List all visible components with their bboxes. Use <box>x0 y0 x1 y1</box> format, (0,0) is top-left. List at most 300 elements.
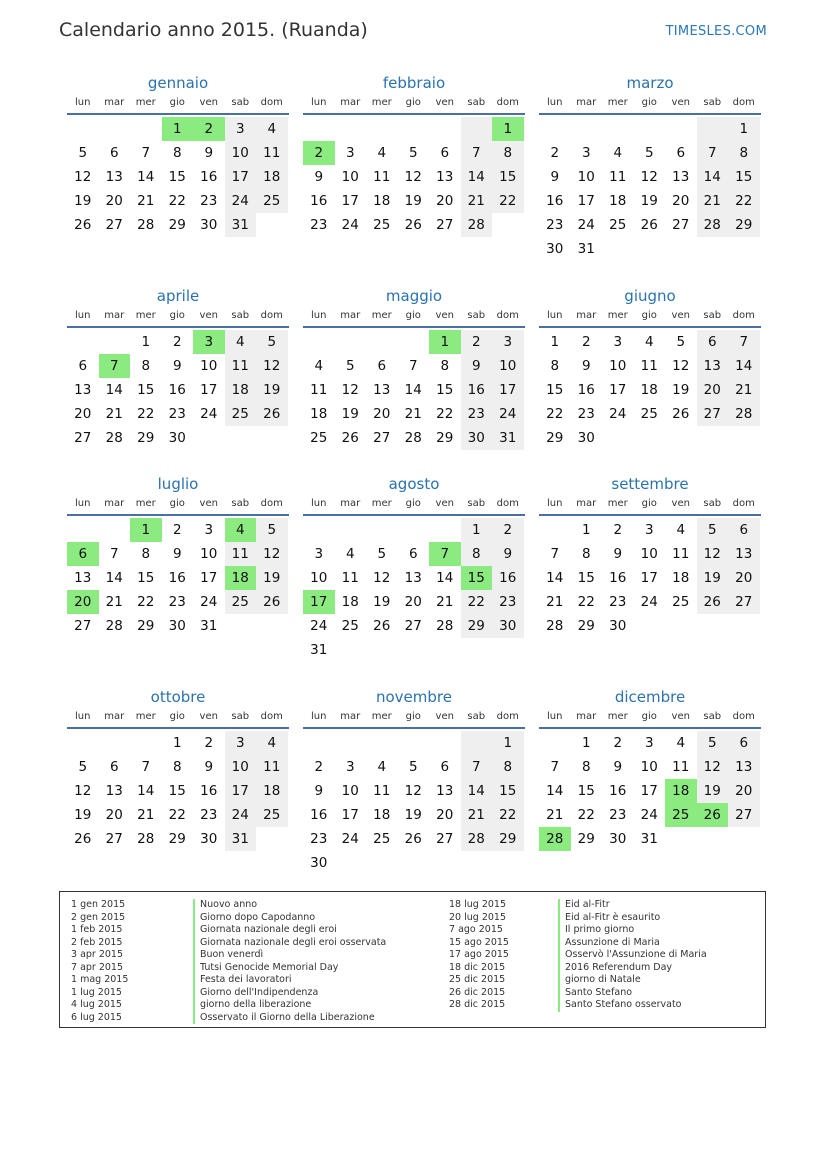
day-cell: 14 <box>546 783 564 799</box>
weekday-label: sab <box>231 711 250 722</box>
day-cell: 26 <box>341 430 359 446</box>
day-cell: 17 <box>225 165 257 189</box>
day-cell: 13 <box>404 570 422 586</box>
holiday-day-cell: 1 <box>162 117 194 141</box>
day-cell: 26 <box>697 590 729 614</box>
day-cell: 17 <box>341 807 359 823</box>
day-cell: 24 <box>640 594 658 610</box>
day-cell: 29 <box>168 217 186 233</box>
day-cell: 23 <box>200 193 218 209</box>
holiday-day-cell: 3 <box>193 330 225 354</box>
day-cell: 16 <box>168 382 186 398</box>
weekday-label: mar <box>340 97 361 108</box>
day-cell: 27 <box>672 217 690 233</box>
day-cell: 4 <box>377 759 387 775</box>
day-cell: 18 <box>373 193 391 209</box>
day-cell: 28 <box>461 827 493 851</box>
day-cell: 18 <box>373 807 391 823</box>
day-cell: 11 <box>640 358 658 374</box>
empty-cell <box>130 731 162 755</box>
day-cell: 30 <box>577 430 595 446</box>
day-cell: 24 <box>225 803 257 827</box>
day-cell: 5 <box>697 518 729 542</box>
empty-cell <box>303 117 335 141</box>
day-cell: 29 <box>436 430 454 446</box>
day-cell: 15 <box>168 783 186 799</box>
day-cell: 23 <box>168 406 186 422</box>
day-cell: 19 <box>404 807 422 823</box>
day-cell: 3 <box>581 145 591 161</box>
day-cell: 8 <box>141 546 151 562</box>
day-cell: 12 <box>404 169 422 185</box>
day-cell: 13 <box>105 169 123 185</box>
day-cell: 14 <box>105 382 123 398</box>
holiday-name: Nuovo anno <box>193 899 386 912</box>
weekday-label: mer <box>135 310 156 321</box>
day-cell: 18 <box>672 570 690 586</box>
day-cell: 31 <box>200 618 218 634</box>
day-cell: 12 <box>672 358 690 374</box>
month-name: giugno <box>624 287 676 305</box>
empty-cell <box>67 330 99 354</box>
day-cell: 30 <box>168 618 186 634</box>
month-giugno <box>539 284 761 450</box>
day-cell: 23 <box>461 402 493 426</box>
day-cell: 30 <box>168 430 186 446</box>
day-cell: 24 <box>310 618 328 634</box>
holiday-names-right <box>558 899 707 1012</box>
empty-cell <box>429 518 461 542</box>
day-cell: 17 <box>200 570 218 586</box>
day-cell: 23 <box>200 807 218 823</box>
holiday-day-cell: 7 <box>99 354 131 378</box>
day-cell: 19 <box>404 193 422 209</box>
empty-cell <box>571 117 603 141</box>
day-grid <box>303 518 525 662</box>
empty-cell <box>539 518 571 542</box>
day-cell: 3 <box>225 731 257 755</box>
holiday-dates-right <box>449 899 509 1012</box>
day-cell: 12 <box>697 542 729 566</box>
weekday-label: lun <box>75 498 91 509</box>
day-cell: 22 <box>137 406 155 422</box>
day-cell: 27 <box>728 803 760 827</box>
day-cell: 10 <box>200 358 218 374</box>
day-cell: 12 <box>404 783 422 799</box>
weekday-label: lun <box>75 310 91 321</box>
day-cell: 12 <box>256 354 288 378</box>
empty-cell <box>335 851 367 875</box>
day-cell: 25 <box>672 594 690 610</box>
day-cell: 7 <box>461 141 493 165</box>
day-cell: 7 <box>141 145 151 161</box>
day-cell: 11 <box>225 354 257 378</box>
day-cell: 4 <box>256 731 288 755</box>
empty-cell <box>256 213 288 237</box>
month-gennaio <box>67 71 289 237</box>
day-cell: 25 <box>225 402 257 426</box>
day-cell: 30 <box>310 855 328 871</box>
day-cell: 6 <box>676 145 686 161</box>
day-cell: 1 <box>728 117 760 141</box>
day-cell: 29 <box>137 618 155 634</box>
holiday-date: 28 dic 2015 <box>449 999 506 1010</box>
holiday-name: giorno della liberazione <box>193 999 386 1012</box>
day-cell: 26 <box>640 217 658 233</box>
empty-cell <box>492 638 524 662</box>
holiday-list <box>59 891 766 1028</box>
day-cell: 21 <box>728 378 760 402</box>
holiday-day-cell: 15 <box>461 566 493 590</box>
day-cell: 31 <box>492 426 524 450</box>
day-cell: 7 <box>728 330 760 354</box>
day-cell: 9 <box>172 358 182 374</box>
holiday-date: 7 apr 2015 <box>71 961 124 973</box>
day-cell: 13 <box>728 542 760 566</box>
weekday-label: sab <box>703 711 722 722</box>
day-cell: 3 <box>492 330 524 354</box>
day-cell: 2 <box>492 518 524 542</box>
holiday-date: 20 lug 2015 <box>449 911 506 923</box>
day-cell: 20 <box>728 779 760 803</box>
day-cell: 29 <box>577 618 595 634</box>
day-cell: 4 <box>377 145 387 161</box>
month-name: dicembre <box>614 688 686 706</box>
weekday-label: lun <box>311 498 327 509</box>
holiday-date: 15 ago 2015 <box>449 936 509 948</box>
day-cell: 3 <box>314 546 324 562</box>
day-cell: 3 <box>345 759 355 775</box>
day-cell: 6 <box>377 358 387 374</box>
day-cell: 28 <box>436 618 454 634</box>
day-grid <box>67 117 289 237</box>
day-cell: 28 <box>697 213 729 237</box>
month-name: settembre <box>611 475 689 493</box>
empty-cell <box>303 518 335 542</box>
day-cell: 3 <box>225 117 257 141</box>
day-cell: 17 <box>200 382 218 398</box>
day-cell: 5 <box>78 759 88 775</box>
empty-cell <box>697 426 729 450</box>
weekday-header <box>67 496 289 516</box>
day-cell: 4 <box>256 117 288 141</box>
day-cell: 10 <box>577 169 595 185</box>
empty-cell <box>429 731 461 755</box>
day-cell: 11 <box>672 759 690 775</box>
day-cell: 25 <box>373 217 391 233</box>
day-cell: 15 <box>492 779 524 803</box>
weekday-label: lun <box>547 498 563 509</box>
empty-cell <box>99 731 131 755</box>
day-cell: 4 <box>644 334 654 350</box>
empty-cell <box>398 638 430 662</box>
empty-cell <box>728 827 760 851</box>
day-cell: 9 <box>314 783 324 799</box>
day-cell: 23 <box>577 406 595 422</box>
month-febbraio <box>303 71 525 237</box>
day-cell: 28 <box>404 430 422 446</box>
day-cell: 4 <box>676 522 686 538</box>
empty-cell <box>602 117 634 141</box>
day-cell: 25 <box>225 590 257 614</box>
weekday-label: ven <box>435 498 454 509</box>
empty-cell <box>634 426 666 450</box>
day-cell: 4 <box>676 735 686 751</box>
empty-cell <box>225 614 257 638</box>
day-cell: 16 <box>310 807 328 823</box>
weekday-label: sab <box>703 97 722 108</box>
day-cell: 21 <box>105 406 123 422</box>
day-cell: 26 <box>256 402 288 426</box>
empty-cell <box>697 237 729 261</box>
holiday-day-cell: 6 <box>67 542 99 566</box>
day-cell: 16 <box>200 169 218 185</box>
weekday-label: ven <box>671 711 690 722</box>
day-cell: 20 <box>404 594 422 610</box>
weekday-label: mar <box>104 97 125 108</box>
day-cell: 20 <box>728 566 760 590</box>
weekday-label: ven <box>199 310 218 321</box>
empty-cell <box>429 851 461 875</box>
empty-cell <box>665 614 697 638</box>
day-cell: 26 <box>404 217 422 233</box>
holiday-name: Tutsi Genocide Memorial Day <box>193 962 386 975</box>
weekday-label: sab <box>703 498 722 509</box>
day-cell: 22 <box>436 406 454 422</box>
day-cell: 7 <box>141 759 151 775</box>
holiday-day-cell: 26 <box>697 803 729 827</box>
day-cell: 5 <box>256 330 288 354</box>
weekday-header <box>303 709 525 729</box>
day-cell: 7 <box>550 759 560 775</box>
empty-cell <box>665 117 697 141</box>
holiday-name: Santo Stefano <box>558 987 707 1000</box>
day-cell: 25 <box>640 406 658 422</box>
day-cell: 13 <box>436 783 454 799</box>
day-cell: 5 <box>644 145 654 161</box>
holiday-name: 2016 Referendum Day <box>558 962 707 975</box>
day-grid <box>303 117 525 237</box>
empty-cell <box>697 117 729 141</box>
weekday-label: dom <box>732 711 755 722</box>
day-grid <box>539 731 761 851</box>
holiday-date: 4 lug 2015 <box>71 999 122 1010</box>
holiday-date: 1 feb 2015 <box>71 924 123 935</box>
brand-link[interactable]: TIMESLES.COM <box>665 24 767 39</box>
day-cell: 27 <box>728 590 760 614</box>
month-aprile <box>67 284 289 450</box>
holiday-date: 18 lug 2015 <box>449 899 506 910</box>
day-cell: 24 <box>200 406 218 422</box>
holiday-date: 2 feb 2015 <box>71 936 123 948</box>
month-name: maggio <box>385 287 443 305</box>
day-cell: 15 <box>137 570 155 586</box>
day-cell: 16 <box>200 783 218 799</box>
day-cell: 22 <box>168 193 186 209</box>
day-cell: 16 <box>609 570 627 586</box>
day-cell: 25 <box>341 618 359 634</box>
day-cell: 9 <box>581 358 591 374</box>
day-cell: 9 <box>204 145 214 161</box>
holiday-date: 26 dic 2015 <box>449 986 506 998</box>
weekday-label: mer <box>135 711 156 722</box>
holiday-day-cell: 1 <box>429 330 461 354</box>
day-cell: 19 <box>697 779 729 803</box>
day-cell: 29 <box>168 831 186 847</box>
weekday-label: mar <box>340 498 361 509</box>
day-cell: 19 <box>640 193 658 209</box>
weekday-label: lun <box>547 310 563 321</box>
day-cell: 14 <box>728 354 760 378</box>
day-cell: 20 <box>697 378 729 402</box>
day-cell: 8 <box>440 358 450 374</box>
day-cell: 11 <box>373 783 391 799</box>
day-cell: 3 <box>345 145 355 161</box>
day-cell: 22 <box>577 594 595 610</box>
day-cell: 22 <box>137 594 155 610</box>
weekday-label: gio <box>641 310 657 321</box>
day-grid <box>67 330 289 450</box>
empty-cell <box>398 117 430 141</box>
weekday-label: gio <box>169 310 185 321</box>
day-cell: 18 <box>609 193 627 209</box>
empty-cell <box>99 518 131 542</box>
day-cell: 20 <box>672 193 690 209</box>
day-cell: 25 <box>256 189 288 213</box>
month-name: luglio <box>157 475 199 493</box>
empty-cell <box>697 827 729 851</box>
day-cell: 16 <box>461 378 493 402</box>
day-cell: 8 <box>492 141 524 165</box>
day-cell: 15 <box>577 570 595 586</box>
day-cell: 25 <box>310 430 328 446</box>
holiday-date: 7 ago 2015 <box>449 924 503 935</box>
day-cell: 24 <box>640 807 658 823</box>
empty-cell <box>335 518 367 542</box>
holiday-day-cell: 20 <box>67 590 99 614</box>
holiday-date: 1 gen 2015 <box>71 899 126 910</box>
day-cell: 27 <box>697 402 729 426</box>
day-cell: 21 <box>137 807 155 823</box>
holiday-date: 3 apr 2015 <box>71 949 124 960</box>
day-cell: 9 <box>314 169 324 185</box>
day-cell: 10 <box>341 783 359 799</box>
weekday-label: ven <box>435 310 454 321</box>
day-cell: 28 <box>728 402 760 426</box>
day-cell: 2 <box>204 735 214 751</box>
day-cell: 26 <box>74 831 92 847</box>
day-cell: 6 <box>78 358 88 374</box>
month-name: gennaio <box>147 74 209 92</box>
day-cell: 9 <box>550 169 560 185</box>
weekday-header <box>303 308 525 328</box>
day-cell: 22 <box>168 807 186 823</box>
holiday-name: Giorno dopo Capodanno <box>193 912 386 925</box>
empty-cell <box>366 731 398 755</box>
day-grid <box>303 731 525 875</box>
empty-cell <box>728 426 760 450</box>
day-cell: 27 <box>373 430 391 446</box>
day-cell: 21 <box>546 594 564 610</box>
day-cell: 24 <box>341 831 359 847</box>
day-cell: 29 <box>137 430 155 446</box>
day-cell: 16 <box>609 783 627 799</box>
empty-cell <box>602 237 634 261</box>
day-cell: 11 <box>609 169 627 185</box>
day-cell: 20 <box>436 807 454 823</box>
empty-cell <box>99 330 131 354</box>
weekday-label: sab <box>231 97 250 108</box>
day-cell: 27 <box>436 217 454 233</box>
day-cell: 15 <box>492 165 524 189</box>
empty-cell <box>366 518 398 542</box>
day-cell: 27 <box>436 831 454 847</box>
day-cell: 8 <box>581 546 591 562</box>
day-cell: 8 <box>581 759 591 775</box>
day-cell: 27 <box>404 618 422 634</box>
day-cell: 31 <box>225 827 257 851</box>
day-cell: 2 <box>172 522 182 538</box>
weekday-header <box>539 308 761 328</box>
weekday-label: gio <box>405 97 421 108</box>
day-cell: 17 <box>640 570 658 586</box>
day-cell: 14 <box>404 382 422 398</box>
empty-cell <box>398 518 430 542</box>
day-cell: 28 <box>137 217 155 233</box>
weekday-label: sab <box>467 498 486 509</box>
day-cell: 18 <box>256 165 288 189</box>
day-cell: 28 <box>105 618 123 634</box>
day-cell: 17 <box>609 382 627 398</box>
weekday-label: ven <box>671 498 690 509</box>
holiday-name: Eid al-Fitr è esaurito <box>558 912 707 925</box>
day-cell: 10 <box>225 141 257 165</box>
holiday-day-cell: 2 <box>193 117 225 141</box>
holiday-date: 2 gen 2015 <box>71 911 126 923</box>
holiday-names-left <box>193 899 386 1024</box>
weekday-label: mer <box>607 310 628 321</box>
day-cell: 7 <box>408 358 418 374</box>
day-cell: 15 <box>728 165 760 189</box>
month-name: aprile <box>156 287 200 305</box>
empty-cell <box>256 614 288 638</box>
day-cell: 15 <box>546 382 564 398</box>
weekday-label: dom <box>260 310 283 321</box>
day-cell: 24 <box>341 217 359 233</box>
day-cell: 23 <box>546 217 564 233</box>
empty-cell <box>366 851 398 875</box>
day-grid <box>539 518 761 638</box>
weekday-label: sab <box>467 97 486 108</box>
day-cell: 12 <box>697 755 729 779</box>
day-cell: 7 <box>697 141 729 165</box>
day-cell: 13 <box>105 783 123 799</box>
holiday-day-cell: 25 <box>665 803 697 827</box>
holiday-name: Giornata nazionale degli eroi osservata <box>193 937 386 950</box>
day-cell: 5 <box>697 731 729 755</box>
day-cell: 16 <box>310 193 328 209</box>
weekday-label: lun <box>75 711 91 722</box>
day-cell: 11 <box>373 169 391 185</box>
day-cell: 17 <box>640 783 658 799</box>
weekday-label: ven <box>199 97 218 108</box>
weekday-label: ven <box>671 310 690 321</box>
empty-cell <box>67 117 99 141</box>
month-maggio <box>303 284 525 450</box>
day-cell: 2 <box>581 334 591 350</box>
day-cell: 21 <box>546 807 564 823</box>
day-cell: 18 <box>640 382 658 398</box>
